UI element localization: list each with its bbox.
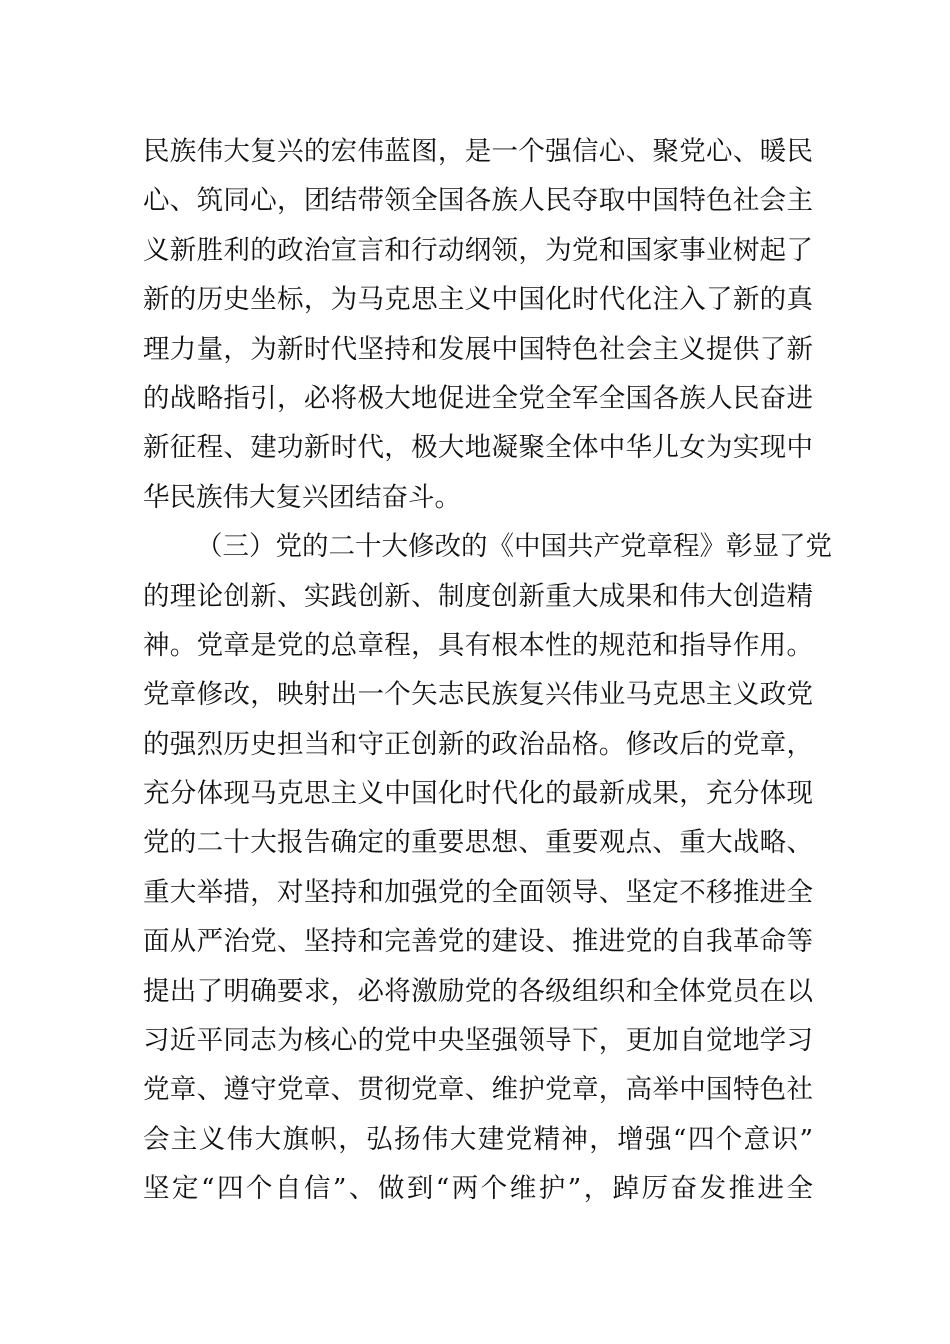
text-line: 神。党章是党的总章程，具有根本性的规范和指导作用。 <box>143 629 813 661</box>
text-line: 重大举措，对坚持和加强党的全面领导、坚定不移推进全 <box>143 876 813 908</box>
text-line: 新的历史坐标，为马克思主义中国化时代化注入了新的真 <box>143 284 813 316</box>
text-line: 的战略指引，必将极大地促进全党全军全国各族人民奋进 <box>143 382 813 414</box>
text-line: 新征程、建功新时代，极大地凝聚全体中华儿女为实现中 <box>143 432 813 464</box>
text-line: 党章、遵守党章、贯彻党章、维护党章，高举中国特色社 <box>143 1074 813 1106</box>
text-line: 心、筑同心，团结带领全国各族人民夺取中国特色社会主 <box>143 185 813 217</box>
text-line: 充分体现马克思主义中国化时代化的最新成果，充分体现 <box>143 778 813 810</box>
text-line: 习近平同志为核心的党中央坚强领导下，更加自觉地学习 <box>143 1025 813 1057</box>
text-line: 的强烈历史担当和守正创新的政治品格。修改后的党章， <box>143 728 813 760</box>
text-line: 提出了明确要求，必将激励党的各级组织和全体党员在以 <box>143 975 813 1007</box>
text-line: 面从严治党、坚持和完善党的建设、推进党的自我革命等 <box>143 926 813 958</box>
body-text <box>143 127 832 1214</box>
text-line: 会主义伟大旗帜，弘扬伟大建党精神，增强“四个意识” <box>143 1123 813 1155</box>
text-line: 坚定“四个自信”、做到“两个维护”，踔厉奋发推进全 <box>143 1173 813 1205</box>
section-heading-line: （三）党的二十大修改的《中国共产党章程》彰显了党 <box>196 531 832 563</box>
paragraph-last-line: 华民族伟大复兴团结奋斗。 <box>143 481 461 513</box>
text-line: 义新胜利的政治宣言和行动纲领，为党和国家事业树起了 <box>143 234 813 266</box>
text-line: 的理论创新、实践创新、制度创新重大成果和伟大创造精 <box>143 580 813 612</box>
text-line: 理力量，为新时代坚持和发展中国特色社会主义提供了新 <box>143 333 813 365</box>
text-line: 党章修改，映射出一个矢志民族复兴伟业马克思主义政党 <box>143 679 813 711</box>
text-line: 民族伟大复兴的宏伟蓝图，是一个强信心、聚党心、暖民 <box>143 136 813 167</box>
text-line: 党的二十大报告确定的重要思想、重要观点、重大战略、 <box>143 827 813 859</box>
